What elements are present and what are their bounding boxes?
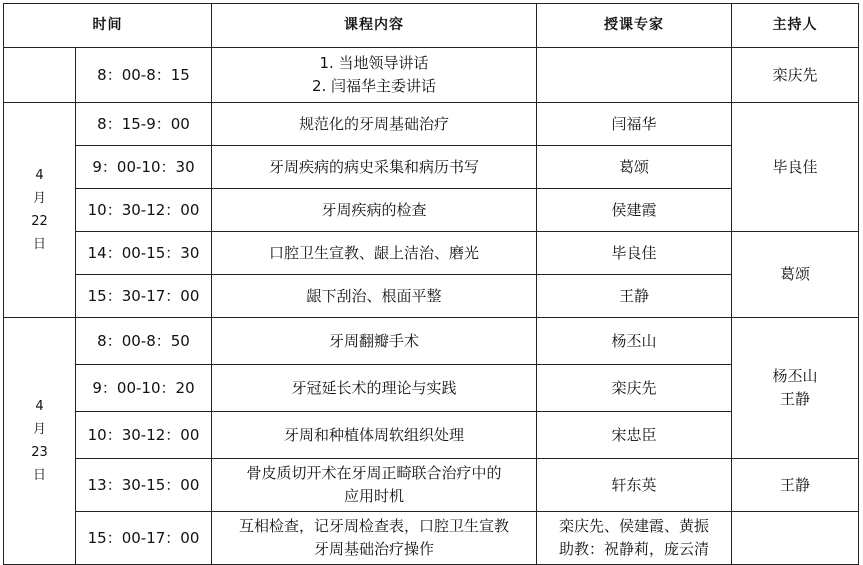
expert-cell: 毕良佳 (537, 232, 732, 275)
date-month-num: 4 (35, 399, 44, 414)
date-cell (4, 103, 76, 318)
host-cell (732, 318, 859, 459)
host-cell: 葛颂 (732, 232, 859, 318)
content-cell: 牙冠延长术的理论与实践 (212, 365, 537, 412)
time-cell: 8：00-8：50 (76, 318, 212, 365)
content-cell: 牙周和种植体周软组织处理 (212, 412, 537, 459)
content-cell: 规范化的牙周基础治疗 (212, 103, 537, 146)
date-month-unit: 月 (32, 422, 46, 437)
content-cell: 牙周翻瓣手术 (212, 318, 537, 365)
date-month-unit: 月 (32, 191, 46, 206)
date-day-num: 22 (31, 214, 48, 229)
expert-cell (537, 512, 732, 565)
table-row (4, 365, 859, 412)
host-cell: 毕良佳 (732, 103, 859, 232)
table-row (4, 48, 859, 103)
table-row (4, 146, 859, 189)
host-line: 王静 (779, 390, 810, 408)
expert-cell: 宋忠臣 (537, 412, 732, 459)
content-cell: 牙周疾病的检查 (212, 189, 537, 232)
content-cell: 龈下刮治、根面平整 (212, 275, 537, 318)
expert-cell: 侯建霞 (537, 189, 732, 232)
table-row (4, 189, 859, 232)
date-cell-empty (4, 48, 76, 103)
content-line: 牙周基础治疗操作 (313, 540, 434, 558)
time-cell: 9：00-10：30 (76, 146, 212, 189)
date-day-num: 23 (31, 445, 48, 460)
time-cell: 10：30-12：00 (76, 412, 212, 459)
time-cell: 13：30-15：00 (76, 459, 212, 512)
time-cell: 14：00-15：30 (76, 232, 212, 275)
header-expert: 授课专家 (537, 4, 732, 48)
expert-cell: 栾庆先 (537, 365, 732, 412)
expert-cell: 王静 (537, 275, 732, 318)
schedule-table (3, 3, 859, 565)
host-cell (732, 512, 859, 565)
table-row (4, 318, 859, 365)
header-content: 课程内容 (212, 4, 537, 48)
header-time: 时间 (4, 4, 212, 48)
table-row (4, 232, 859, 275)
date-month-num: 4 (35, 168, 44, 183)
expert-cell: 轩东英 (537, 459, 732, 512)
time-cell: 9：00-10：20 (76, 365, 212, 412)
content-cell (212, 459, 537, 512)
host-line: 杨丕山 (772, 367, 818, 385)
header-host: 主持人 (732, 4, 859, 48)
expert-cell: 葛颂 (537, 146, 732, 189)
date-day-unit: 日 (32, 237, 46, 252)
expert-cell: 闫福华 (537, 103, 732, 146)
table-row (4, 103, 859, 146)
date-cell (4, 318, 76, 565)
expert-cell: 杨丕山 (537, 318, 732, 365)
content-cell (212, 512, 537, 565)
table-row (4, 459, 859, 512)
time-cell: 8：00-8：15 (76, 48, 212, 103)
table-row (4, 275, 859, 318)
time-cell: 15：00-17：00 (76, 512, 212, 565)
content-cell: 口腔卫生宣教、龈上洁治、磨光 (212, 232, 537, 275)
expert-line: 栾庆先、侯建霞、黄振 (558, 517, 709, 535)
content-cell: 牙周疾病的病史采集和病历书写 (212, 146, 537, 189)
expert-line: 助教：祝静莉，庞云清 (558, 540, 709, 558)
host-cell: 王静 (732, 459, 859, 512)
host-cell: 栾庆先 (732, 48, 859, 103)
content-line: 应用时机 (343, 487, 404, 505)
content-line: 互相检查，记牙周检查表，口腔卫生宣教 (238, 517, 509, 535)
table-row (4, 512, 859, 565)
content-line: 2. 闫福华主委讲话 (311, 77, 437, 95)
content-line: 骨皮质切开术在牙周正畸联合治疗中的 (246, 464, 502, 482)
content-line: 1. 当地领导讲话 (319, 54, 429, 72)
header-row (4, 4, 859, 48)
content-cell (212, 48, 537, 103)
expert-cell (537, 48, 732, 103)
time-cell: 8：15-9：00 (76, 103, 212, 146)
time-cell: 15：30-17：00 (76, 275, 212, 318)
table-row (4, 412, 859, 459)
date-day-unit: 日 (32, 468, 46, 483)
time-cell: 10：30-12：00 (76, 189, 212, 232)
